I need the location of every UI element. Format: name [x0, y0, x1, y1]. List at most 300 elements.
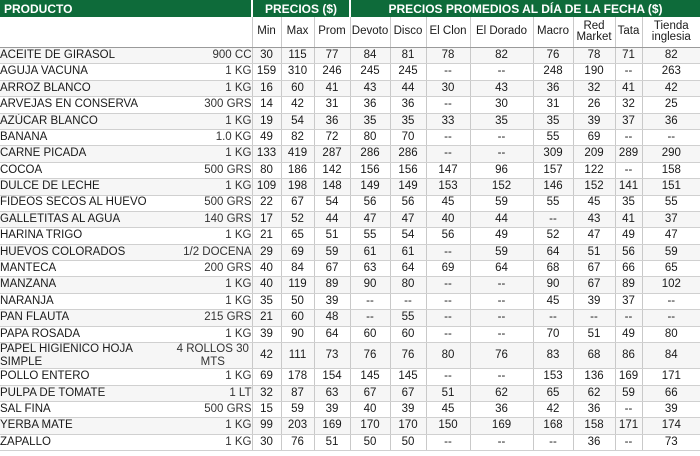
price-cell: 26 — [573, 97, 615, 113]
price-cell: 70 — [533, 326, 573, 342]
price-cell: 65 — [642, 261, 700, 277]
price-cell: 171 — [642, 369, 700, 385]
price-cell: 156 — [350, 162, 390, 178]
price-cell: 42 — [642, 80, 700, 96]
product-quantity: 1 KG — [174, 277, 252, 293]
price-cell: -- — [426, 293, 470, 309]
price-cell: 69 — [252, 369, 281, 385]
table-row — [0, 369, 700, 385]
price-cell: 39 — [314, 402, 350, 418]
price-cell: -- — [350, 310, 390, 326]
price-cell: -- — [470, 369, 533, 385]
price-cell: -- — [426, 146, 470, 162]
price-cell: -- — [642, 310, 700, 326]
price-cell: 154 — [314, 369, 350, 385]
price-cell: 36 — [350, 97, 390, 113]
price-cell: 49 — [470, 228, 533, 244]
price-cell: -- — [615, 434, 642, 450]
price-cell: 36 — [573, 402, 615, 418]
table-row — [0, 146, 700, 162]
price-cell: 14 — [252, 97, 281, 113]
price-cell: 30 — [252, 48, 281, 64]
price-cell: 287 — [314, 146, 350, 162]
column-header: Max — [281, 17, 314, 48]
price-cell: 52 — [281, 211, 314, 227]
price-cell: 263 — [642, 64, 700, 80]
price-cell: 80 — [390, 277, 426, 293]
price-cell: 69 — [426, 261, 470, 277]
product-name: YERBA MATE — [0, 418, 174, 434]
price-cell: -- — [470, 277, 533, 293]
price-cell: 42 — [533, 402, 573, 418]
price-cell: 49 — [252, 129, 281, 145]
price-cell: 198 — [281, 179, 314, 195]
product-quantity: 1/2 DOCENA — [174, 244, 252, 260]
price-cell: 147 — [426, 162, 470, 178]
price-cell: 43 — [350, 80, 390, 96]
price-cell: 80 — [426, 343, 470, 369]
price-table-body — [0, 48, 700, 451]
price-cell: 286 — [390, 146, 426, 162]
price-cell: 55 — [533, 195, 573, 211]
price-cell: 99 — [252, 418, 281, 434]
price-cell: 49 — [615, 326, 642, 342]
product-quantity: 1 LT — [174, 385, 252, 401]
table-row — [0, 97, 700, 113]
price-cell: 69 — [573, 129, 615, 145]
column-header: Devoto — [350, 17, 390, 48]
price-cell: 45 — [426, 402, 470, 418]
price-cell: 78 — [426, 48, 470, 64]
price-cell: 76 — [533, 48, 573, 64]
price-cell: 102 — [642, 277, 700, 293]
price-cell: 69 — [281, 244, 314, 260]
product-name: GALLETITAS AL AGUA — [0, 211, 174, 227]
price-cell: -- — [533, 211, 573, 227]
table-row — [0, 261, 700, 277]
column-header: El Clon — [426, 17, 470, 48]
price-cell: 52 — [533, 228, 573, 244]
price-cell: 56 — [350, 195, 390, 211]
price-cell: 245 — [390, 64, 426, 80]
price-cell: 90 — [533, 277, 573, 293]
price-cell: 171 — [615, 418, 642, 434]
price-cell: 169 — [314, 418, 350, 434]
price-cell: 87 — [281, 385, 314, 401]
price-cell: 76 — [281, 434, 314, 450]
product-name: ARROZ BLANCO — [0, 80, 174, 96]
column-header: Prom — [314, 17, 350, 48]
product-name: SAL FINA — [0, 402, 174, 418]
price-cell: 59 — [615, 385, 642, 401]
price-cell: 42 — [252, 343, 281, 369]
price-cell: 60 — [390, 326, 426, 342]
price-cell: -- — [426, 97, 470, 113]
price-cell: 67 — [390, 385, 426, 401]
price-cell: 203 — [281, 418, 314, 434]
price-cell: 67 — [314, 261, 350, 277]
price-cell: 35 — [615, 195, 642, 211]
price-cell: 72 — [314, 129, 350, 145]
price-cell: 55 — [642, 195, 700, 211]
table-row — [0, 277, 700, 293]
price-cell: 90 — [281, 326, 314, 342]
price-cell: 40 — [252, 277, 281, 293]
product-quantity: 1 KG — [174, 326, 252, 342]
table-row — [0, 211, 700, 227]
price-cell: 122 — [573, 162, 615, 178]
table-row — [0, 434, 700, 450]
price-cell: 174 — [642, 418, 700, 434]
price-cell: -- — [533, 434, 573, 450]
column-header: El Dorado — [470, 17, 533, 48]
price-cell: 152 — [470, 179, 533, 195]
table-row — [0, 293, 700, 309]
price-cell: -- — [615, 64, 642, 80]
price-cell: 111 — [281, 343, 314, 369]
price-cell: 68 — [573, 343, 615, 369]
price-cell: 19 — [252, 113, 281, 129]
price-cell: -- — [350, 293, 390, 309]
price-cell: 64 — [390, 261, 426, 277]
price-cell: 145 — [350, 369, 390, 385]
price-cell: -- — [642, 129, 700, 145]
product-quantity: 500 GRS — [174, 162, 252, 178]
price-cell: 61 — [390, 244, 426, 260]
price-cell: 30 — [470, 97, 533, 113]
price-cell: 78 — [573, 48, 615, 64]
price-cell: -- — [470, 64, 533, 80]
price-cell: 35 — [390, 113, 426, 129]
price-cell: 290 — [642, 146, 700, 162]
price-cell: 149 — [390, 179, 426, 195]
price-cell: 39 — [573, 113, 615, 129]
price-cell: 169 — [470, 418, 533, 434]
product-name: PAPA ROSADA — [0, 326, 174, 342]
product-quantity: 1.0 KG — [174, 129, 252, 145]
price-cell: -- — [470, 310, 533, 326]
price-cell: 209 — [573, 146, 615, 162]
price-cell: 60 — [281, 310, 314, 326]
price-cell: 169 — [615, 369, 642, 385]
product-quantity: 1 KG — [174, 228, 252, 244]
price-cell: 80 — [642, 326, 700, 342]
price-cell: 80 — [350, 129, 390, 145]
product-name: PAPEL HIGIÉNICO HOJA SIMPLE — [0, 343, 174, 369]
product-quantity: 1 KG — [174, 80, 252, 96]
column-header: Red Market — [573, 17, 615, 48]
table-row — [0, 113, 700, 129]
product-name: HARINA TRIGO — [0, 228, 174, 244]
price-cell: 55 — [390, 310, 426, 326]
product-quantity: 1 KG — [174, 146, 252, 162]
price-cell: 82 — [470, 48, 533, 64]
column-header: Min — [252, 17, 281, 48]
price-cell: -- — [426, 129, 470, 145]
price-cell: 89 — [314, 277, 350, 293]
price-cell: 310 — [281, 64, 314, 80]
price-cell: 56 — [615, 244, 642, 260]
price-cell: -- — [426, 434, 470, 450]
product-name: DULCE DE LECHE — [0, 179, 174, 195]
table-row — [0, 343, 700, 369]
price-cell: 50 — [281, 293, 314, 309]
price-cell: 31 — [314, 97, 350, 113]
table-row — [0, 195, 700, 211]
price-cell: 44 — [390, 80, 426, 96]
price-cell: 32 — [252, 385, 281, 401]
product-quantity: 4 ROLLOS 30 MTS — [174, 343, 252, 369]
price-cell: 39 — [314, 293, 350, 309]
product-name: FIDEOS SECOS AL HUEVO — [0, 195, 174, 211]
price-cell: 96 — [470, 162, 533, 178]
price-cell: 43 — [470, 80, 533, 96]
price-cell: 42 — [281, 97, 314, 113]
price-cell: 146 — [533, 179, 573, 195]
table-row — [0, 64, 700, 80]
price-cell: 51 — [573, 244, 615, 260]
price-cell: 76 — [470, 343, 533, 369]
price-cell: 77 — [314, 48, 350, 64]
price-cell: 49 — [615, 228, 642, 244]
table-row — [0, 48, 700, 64]
price-cell: 76 — [350, 343, 390, 369]
product-quantity: 200 GRS — [174, 261, 252, 277]
product-quantity: 1 KG — [174, 179, 252, 195]
column-header: Macro — [533, 17, 573, 48]
price-cell: 151 — [642, 179, 700, 195]
price-cell: 62 — [573, 385, 615, 401]
price-cell: 289 — [615, 146, 642, 162]
price-cell: 47 — [573, 228, 615, 244]
table-row — [0, 129, 700, 145]
product-quantity: 1 KG — [174, 113, 252, 129]
price-cell: 158 — [573, 418, 615, 434]
price-cell: 119 — [281, 277, 314, 293]
price-cell: 41 — [615, 211, 642, 227]
price-cell: 45 — [426, 195, 470, 211]
product-name: MANZANA — [0, 277, 174, 293]
price-cell: 48 — [314, 310, 350, 326]
price-cell: -- — [470, 434, 533, 450]
product-name: AGUJA VACUNA — [0, 64, 174, 80]
price-cell: 133 — [252, 146, 281, 162]
table-row — [0, 244, 700, 260]
header-row-groups — [0, 0, 700, 17]
product-quantity: 1 KG — [174, 418, 252, 434]
precios-header: PRECIOS ($) — [252, 0, 350, 17]
price-cell: -- — [470, 146, 533, 162]
price-cell: 67 — [573, 277, 615, 293]
price-cell: 56 — [390, 195, 426, 211]
price-cell: 59 — [281, 402, 314, 418]
promedios-header: PRECIOS PROMEDIOS AL DÍA DE LA FECHA ($) — [350, 0, 700, 17]
price-cell: 84 — [642, 343, 700, 369]
price-cell: 71 — [615, 48, 642, 64]
price-cell: 56 — [426, 228, 470, 244]
price-cell: 36 — [390, 97, 426, 113]
product-name: ACEITE DE GIRASOL — [0, 48, 174, 64]
price-cell: 67 — [573, 261, 615, 277]
price-cell: 136 — [573, 369, 615, 385]
price-cell: 30 — [426, 80, 470, 96]
price-cell: -- — [426, 64, 470, 80]
price-cell: 39 — [573, 293, 615, 309]
price-cell: 35 — [350, 113, 390, 129]
price-cell: 73 — [314, 343, 350, 369]
product-name: NARANJA — [0, 293, 174, 309]
product-name: AZÚCAR BLANCO — [0, 113, 174, 129]
price-cell: 67 — [281, 195, 314, 211]
product-name: ZAPALLO — [0, 434, 174, 450]
product-quantity: 300 GRS — [174, 97, 252, 113]
price-cell: 248 — [533, 64, 573, 80]
price-cell: 157 — [533, 162, 573, 178]
price-cell: 170 — [350, 418, 390, 434]
product-quantity: 1 KG — [174, 64, 252, 80]
price-cell: 15 — [252, 402, 281, 418]
price-cell: 55 — [350, 228, 390, 244]
price-cell: 50 — [390, 434, 426, 450]
price-cell: 39 — [390, 402, 426, 418]
price-cell: 47 — [350, 211, 390, 227]
price-cell: 45 — [573, 195, 615, 211]
price-cell: 16 — [252, 80, 281, 96]
price-cell: -- — [615, 162, 642, 178]
price-cell: -- — [426, 277, 470, 293]
product-name: PULPA DE TOMATE — [0, 385, 174, 401]
table-row — [0, 228, 700, 244]
product-name: BANANA — [0, 129, 174, 145]
price-cell: 73 — [642, 434, 700, 450]
price-cell: 30 — [252, 434, 281, 450]
price-cell: 76 — [390, 343, 426, 369]
price-cell: 150 — [426, 418, 470, 434]
product-quantity: 500 GRS — [174, 195, 252, 211]
price-cell: 36 — [642, 113, 700, 129]
product-name: CARNE PICADA — [0, 146, 174, 162]
price-cell: 142 — [314, 162, 350, 178]
price-cell: 309 — [533, 146, 573, 162]
price-cell: 40 — [252, 261, 281, 277]
product-quantity: 1 KG — [174, 434, 252, 450]
price-cell: -- — [470, 129, 533, 145]
product-name: COCOA — [0, 162, 174, 178]
price-cell: 17 — [252, 211, 281, 227]
price-cell: 82 — [642, 48, 700, 64]
price-cell: 84 — [281, 261, 314, 277]
price-cell: 44 — [470, 211, 533, 227]
price-cell: 170 — [390, 418, 426, 434]
table-row — [0, 162, 700, 178]
price-cell: 36 — [533, 80, 573, 96]
price-cell: -- — [426, 326, 470, 342]
price-cell: 168 — [533, 418, 573, 434]
price-cell: 47 — [390, 211, 426, 227]
price-cell: 37 — [615, 113, 642, 129]
product-quantity: 215 GRS — [174, 310, 252, 326]
price-cell: 59 — [314, 244, 350, 260]
price-cell: 89 — [615, 277, 642, 293]
price-cell: 109 — [252, 179, 281, 195]
price-cell: 31 — [533, 97, 573, 113]
price-cell: 29 — [252, 244, 281, 260]
price-cell: 63 — [350, 261, 390, 277]
price-cell: 41 — [314, 80, 350, 96]
table-row — [0, 402, 700, 418]
table-row — [0, 418, 700, 434]
price-cell: 286 — [350, 146, 390, 162]
table-row — [0, 310, 700, 326]
price-cell: 59 — [470, 244, 533, 260]
price-cell: 36 — [314, 113, 350, 129]
price-cell: 84 — [350, 48, 390, 64]
price-cell: -- — [470, 326, 533, 342]
price-cell: 32 — [615, 97, 642, 113]
price-cell: 45 — [533, 293, 573, 309]
price-cell: 36 — [470, 402, 533, 418]
table-row — [0, 385, 700, 401]
price-cell: 65 — [281, 228, 314, 244]
product-quantity: 900 CC — [174, 48, 252, 64]
price-cell: 61 — [350, 244, 390, 260]
price-cell: 51 — [573, 326, 615, 342]
product-name: PAN FLAUTA — [0, 310, 174, 326]
price-cell: 67 — [350, 385, 390, 401]
price-cell: -- — [615, 402, 642, 418]
product-name: MANTECA — [0, 261, 174, 277]
price-cell: 80 — [252, 162, 281, 178]
price-cell: -- — [615, 129, 642, 145]
price-cell: 178 — [281, 369, 314, 385]
price-cell: 68 — [533, 261, 573, 277]
price-cell: -- — [426, 244, 470, 260]
price-cell: -- — [533, 310, 573, 326]
price-cell: 21 — [252, 228, 281, 244]
price-cell: 39 — [252, 326, 281, 342]
column-header: Tata — [615, 17, 642, 48]
table-row — [0, 179, 700, 195]
price-cell: 153 — [533, 369, 573, 385]
price-cell: 39 — [642, 402, 700, 418]
price-cell: 152 — [573, 179, 615, 195]
price-cell: 66 — [615, 261, 642, 277]
price-cell: 35 — [533, 113, 573, 129]
price-cell: -- — [426, 310, 470, 326]
price-cell: 59 — [642, 244, 700, 260]
product-quantity: 500 GRS — [174, 402, 252, 418]
price-cell: 32 — [573, 80, 615, 96]
price-cell: 64 — [533, 244, 573, 260]
price-cell: -- — [573, 310, 615, 326]
price-cell: 65 — [533, 385, 573, 401]
product-name: HUEVOS COLORADOS — [0, 244, 174, 260]
price-cell: 21 — [252, 310, 281, 326]
price-cell: -- — [642, 293, 700, 309]
price-cell: 51 — [426, 385, 470, 401]
price-cell: -- — [470, 293, 533, 309]
price-cell: 148 — [314, 179, 350, 195]
price-cell: 145 — [390, 369, 426, 385]
table-row — [0, 80, 700, 96]
price-cell: 54 — [314, 195, 350, 211]
price-cell: 37 — [615, 293, 642, 309]
price-cell: -- — [426, 369, 470, 385]
price-cell: 40 — [350, 402, 390, 418]
price-cell: 43 — [573, 211, 615, 227]
price-cell: 153 — [426, 179, 470, 195]
price-cell: 66 — [642, 385, 700, 401]
